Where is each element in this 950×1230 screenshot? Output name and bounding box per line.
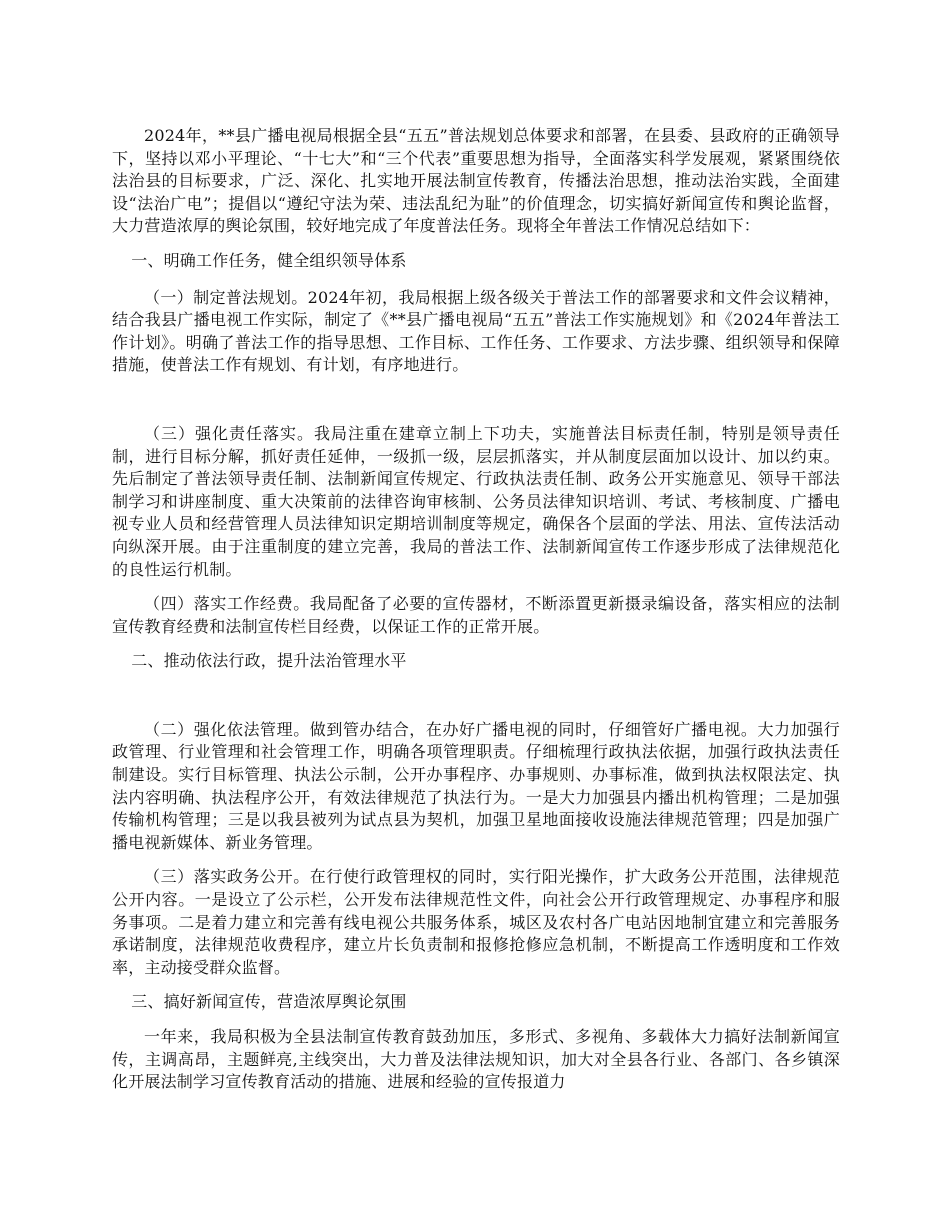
section-heading-3: 三、搞好新闻宣传，营造浓厚舆论氛围 [131, 992, 407, 1012]
paragraph-3-1: 一年来，我局积极为全县法制宣传教育鼓劲加压，多形式、多视角、多载体大力搞好法制新闻宣传，主调高昂，主题鲜亮,主线突出，大力普及法律法规知识，加大对全县各行业、各部门、各乡镇深化开展法制学习宣传教育活动的措施、进展和经验的宣传报道力 [112, 1027, 840, 1092]
paragraph-2-2: （二）强化依法管理。做到管办结合，在办好广播电视的同时，仔细管好广播电视。大力加强行政管理、行业管理和社会管理工作，明确各项管理职责。仔细梳理行政执法依据，加强行政执法责任制建设。实行目标管理、执法公示制，公开办事程序、办事规则、办事标准，做到执法权限法定、执法内容明确、执法程序公开，有效法律规范了执法行为。一是大力加强县内播出机构管理；二是加强传输机构管理；三是以我县被列为试点县为契机，加强卫星地面接收设施法律规范管理；四是加强广播电视新媒体、新业务管理。 [112, 719, 840, 852]
section-heading-1: 一、明确工作任务，健全组织领导体系 [131, 250, 407, 270]
document-body [112, 125, 840, 1094]
paragraph-1-1: （一）制定普法规划。2024年初，我局根据上级各级关于普法工作的部署要求和文件会议精神，结合我县广播电视工作实际，制定了《**县广播电视局“五五”普法工作实施规划》和《2024年普法工作计划》。明确了普法工作的指导思想、工作目标、工作任务、工作要求、方法步骤、组织领导和保障措施，使普法工作有规划、有计划，有序地进行。 [112, 287, 840, 375]
paragraph-1-3: （三）强化责任落实。我局注重在建章立制上下功夫，实施普法目标责任制，特别是领导责任制，进行目标分解，抓好责任延伸，一级抓一级，层层抓落实，并从制度层面加以设计、加以约束。先后制定了普法领导责任制、法制新闻宣传规定、行政执法责任制、政务公开实施意见、领导干部法制学习和讲座制度、重大决策前的法律咨询审核制、公务员法律知识培训、考试、考核制度、广播电视专业人员和经营管理人员法律知识定期培训制度等规定，确保各个层面的学法、用法、宣传法活动向纵深开展。由于注重制度的建立完善，我局的普法工作、法制新闻宣传工作逐步形成了法律规范化的良性运行机制。 [112, 423, 840, 579]
paragraph-1-4: （四）落实工作经费。我局配备了必要的宣传器材，不断添置更新摄录编设备，落实相应的法制宣传教育经费和法制宣传栏目经费，以保证工作的正常开展。 [112, 594, 840, 636]
section-heading-2: 二、推动依法行政，提升法治管理水平 [131, 651, 407, 671]
paragraph-2-3: （三）落实政务公开。在行使行政管理权的同时，实行阳光操作，扩大政务公开范围，法律规范公开内容。一是设立了公示栏，公开发布法律规范性文件，向社会公开行政管理规定、办事程序和服务事项。二是着力建立和完善有线电视公共服务体系，城区及农村各广电站因地制宜建立和完善服务承诺制度，法律规范收费程序，建立片长负责制和报修抢修应急机制，不断提高工作透明度和工作效率，主动接受群众监督。 [112, 867, 840, 977]
intro-paragraph: 2024年，**县广播电视局根据全县“五五”普法规划总体要求和部署，在县委、县政府的正确领导下，坚持以邓小平理论、“十七大”和“三个代表”重要思想为指导，全面落实科学发展观，紧紧围绕依法治县的目标要求，广泛、深化、扎实地开展法制宣传教育，传播法治思想，推动法治实践，全面建设“法治广电”；提倡以“遵纪守法为荣、违法乱纪为耻”的价值理念，切实搞好新闻宣传和舆论监督，大力营造浓厚的舆论氛围，较好地完成了年度普法任务。现将全年普法工作情况总结如下： [112, 126, 840, 236]
